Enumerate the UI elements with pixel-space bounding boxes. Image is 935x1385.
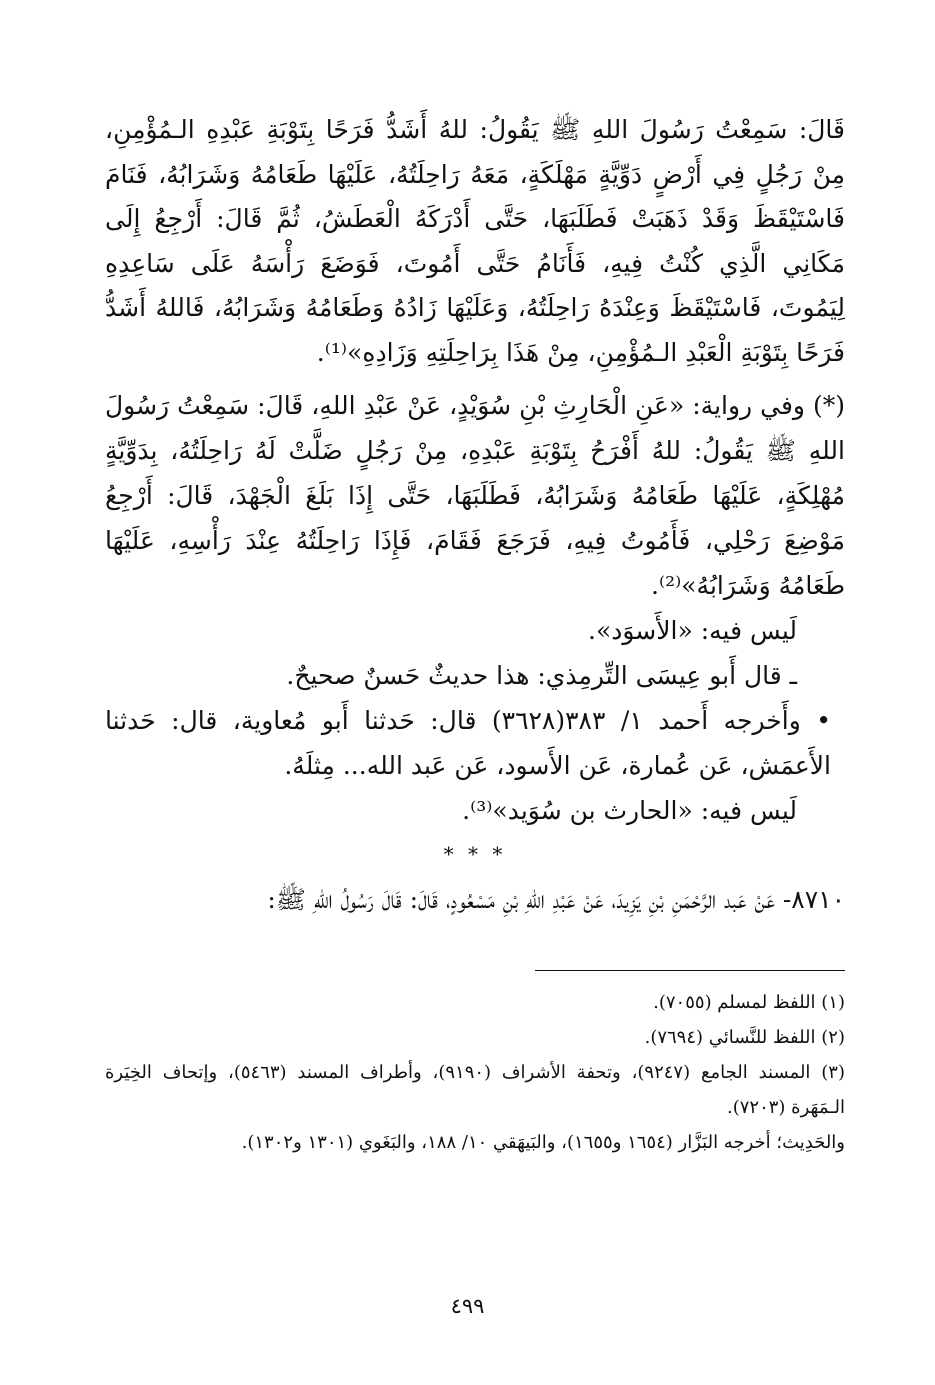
page-body bbox=[105, 108, 845, 1160]
main-text bbox=[105, 108, 845, 922]
footnote-3: (٣) المسند الجامع (٩٢٤٧)، وتحفة الأشراف (٩١٩٠)، وأطراف المسند (٥٤٦٣)، وإتحاف الخِيَرة الـمَهَرة (٧٢٠٣). bbox=[105, 1062, 845, 1118]
footnote-2: (٢) اللفظ للنَّسائي (٧٦٩٤). bbox=[644, 1027, 845, 1048]
hadith-variant-paragraph: (*) وفي رواية: «عَنِ الْحَارِثِ بْنِ سُوَيْدٍ، عَنْ عَبْدِ اللهِ، قَالَ: سَمِعْتُ رَسُولَ اللهِ ﷺ يَقُولُ: للهُ أَفْرَحُ بِتَوْبَةِ عَبْدِهِ، مِنْ رَجُلٍ ضَلَّتْ لَهُ رَاحِلَتُهُ، بِدَوِّيَّةٍ مُهْلِكَةٍ، عَلَيْهَا طَعَامُهُ وَشَرَابُهُ، فَطَلَبَهَا، حَتَّى إِذَا بَلَغَ الْجَهْدَ، قَالَ: أَرْجِعُ مَوْضِعَ رَحْلِي، فَأَمُوتُ فِيهِ، فَرَجَعَ فَقَامَ، فَإِذَا رَاحِلَتُهُ عِنْدَ رَأْسِهِ، عَلَيْهَا طَعَامُهُ وَشَرَابُهُ»⁽²⁾. bbox=[105, 391, 845, 600]
footnote-divider bbox=[535, 970, 845, 971]
ahmad-reference: • وأَخرجه أَحمد ١/ ٣٨٣(٣٦٢٨) قال: حَدثنا أَبو مُعاوية، قال: حَدثنا الأَعمَش، عَن عُمارة، عَن الأَسود، عَن عَبد الله... مِثلَهُ. bbox=[105, 706, 831, 780]
footnotes bbox=[105, 985, 845, 1160]
narrator-note: لَيس فيه: «الأَسوَد». bbox=[588, 616, 797, 645]
hadith-8710-heading: ٨٧١٠- عَنْ عَبد الرَّحْمَنِ بْنِ يَزِيدَ، عَنْ عَبْدِ اللهِ بْنِ مَسْعُودٍ، قَالَ: قَالَ رَسُولُ اللهِ ﷺ: bbox=[267, 885, 845, 914]
tirmidhi-grading: ـ قال أَبو عِيسَى التِّرمِذي: هذا حديثٌ حَسنٌ صحيحٌ. bbox=[286, 661, 797, 690]
footnote-3-continuation: والحَدِيث؛ أخرجه البَزَّار (١٦٥٤ و١٦٥٥)، والبَيهَقي ١٠/ ١٨٨، والبَغَوي (١٣٠١ و١٣٠٢). bbox=[241, 1132, 845, 1153]
narrator-note-2: لَيس فيه: «الحارث بن سُوَيد»⁽³⁾. bbox=[462, 796, 797, 825]
hadith-paragraph-1: قَالَ: سَمِعْتُ رَسُولَ اللهِ ﷺ يَقُولُ: للهُ أَشَدُّ فَرَحًا بِتَوْبَةِ عَبْدِهِ الـمُؤْمِنِ، مِنْ رَجُلٍ فِي أَرْضٍ دَوِّيَّةٍ مَهْلَكَةٍ، مَعَهُ رَاحِلَتُهُ، عَلَيْهَا طَعَامُهُ وَشَرَابُهُ، فَنَامَ فَاسْتَيْقَظَ وَقَدْ ذَهَبَتْ فَطَلَبَهَا، حَتَّى أَدْرَكَهُ الْعَطَشُ، ثُمَّ قَالَ: أَرْجِعُ إِلَى مَكَانِي الَّذِي كُنْتُ فِيهِ، فَأَنَامُ حَتَّى أَمُوتَ، فَوَضَعَ رَأْسَهُ عَلَى سَاعِدِهِ لِيَمُوتَ، فَاسْتَيْقَظَ وَعِنْدَهُ رَاحِلَتُهُ، وَعَلَيْهَا زَادُهُ وَطَعَامُهُ وَشَرَابُهُ، فَاللهُ أَشَدُّ فَرَحًا بِتَوْبَةِ الْعَبْدِ الـمُؤْمِنِ، مِنْ هَذَا بِرَاحِلَتِهِ وَزَادِهِ»⁽¹⁾. bbox=[105, 115, 845, 367]
page-number: ٤٩٩ bbox=[450, 1294, 485, 1318]
section-separator-stars: * * * bbox=[443, 842, 507, 866]
footnote-1: (١) اللفظ لمسلم (٧٠٥٥). bbox=[653, 992, 845, 1013]
